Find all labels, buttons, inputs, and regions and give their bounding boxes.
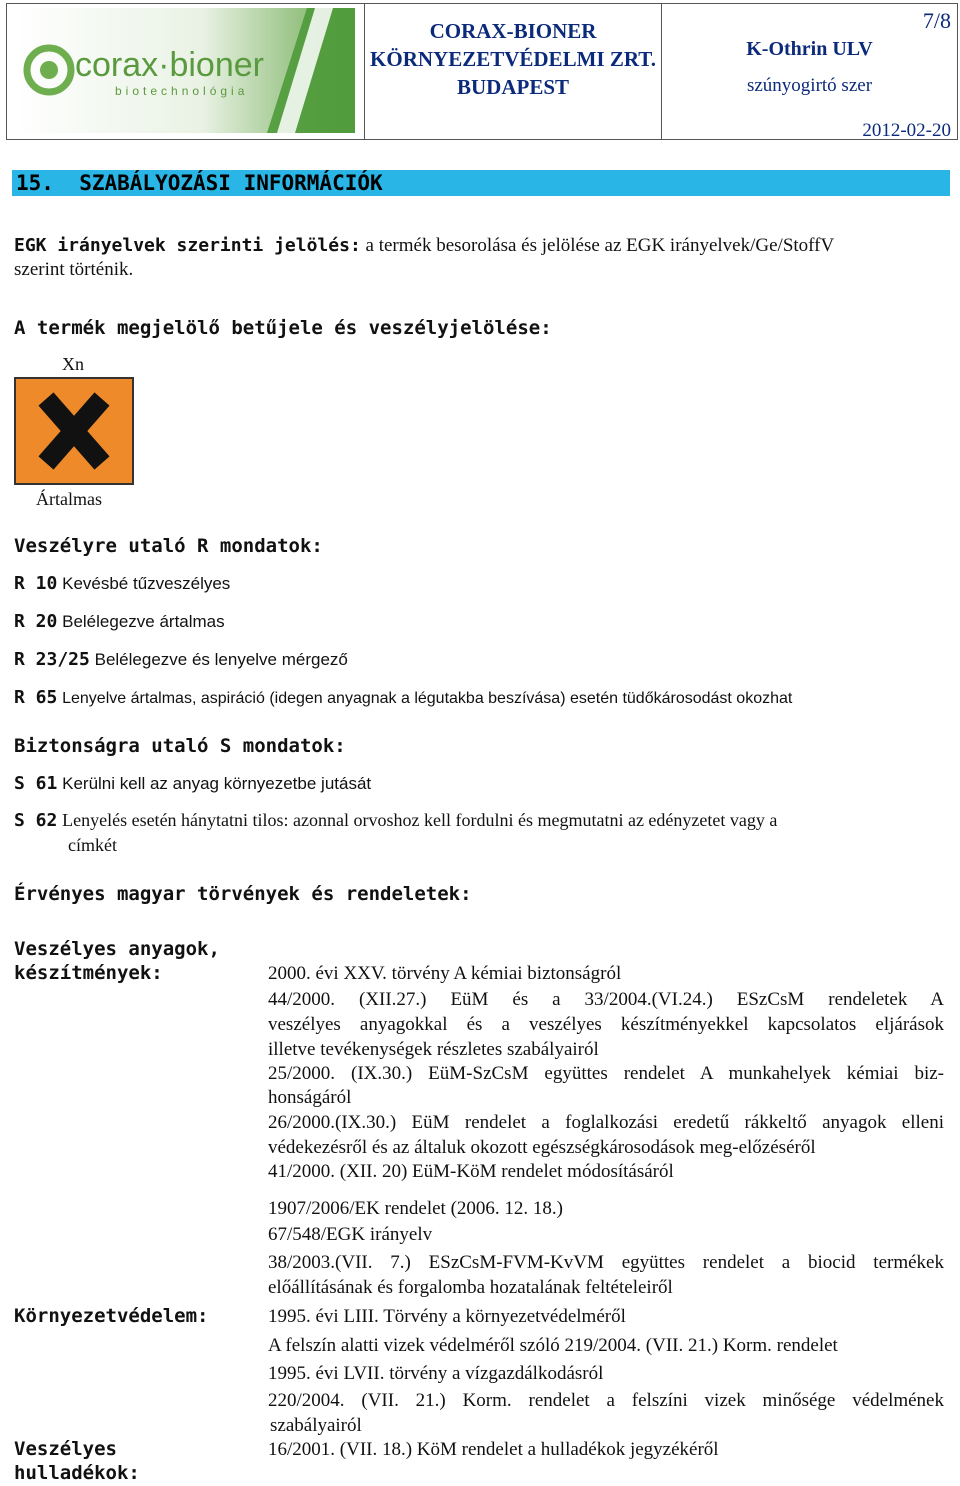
logo-brand: corax·bioner — [75, 46, 264, 84]
harmful-cross-icon — [16, 379, 132, 483]
s-phrase-code: S 61 — [14, 773, 58, 794]
r-phrase-code: R 20 — [14, 611, 58, 632]
waste-label: Veszélyes — [14, 1438, 117, 1460]
product-subtitle: szúnyogirtó szer — [746, 75, 873, 96]
company-cell — [365, 4, 662, 139]
logo-tagline: biotechnológia — [115, 84, 249, 98]
law-line: védekezésről és az általuk okozott egészségkárosodások meg-előzéséről — [268, 1137, 816, 1158]
s-phrase — [14, 771, 371, 796]
r-phrase — [14, 609, 225, 634]
hazard-symbol — [14, 377, 134, 485]
marking-heading: A termék megjelölő betűjele és veszélyjelölése: — [14, 317, 552, 339]
r-phrase — [14, 685, 792, 711]
r-phrase-code: R 65 — [14, 687, 58, 708]
r-phrase — [14, 571, 230, 596]
law-line: 1995. évi LIII. Törvény a környezetvédelméről — [268, 1306, 626, 1327]
document-date: 2012-02-20 — [862, 120, 951, 141]
product-cell — [662, 4, 957, 139]
section-bar — [12, 170, 950, 196]
s-phrase-text-line2: címkét — [68, 835, 117, 855]
logo-cell — [7, 4, 365, 139]
law-line: előállításának és forgalomba hozatalának feltételeiről — [268, 1277, 673, 1298]
r-phrase-text: Belélegezve és lenyelve mérgező — [94, 650, 348, 669]
s-phrase — [14, 808, 777, 833]
law-line: 44/2000. (XII.27.) EüM és a 33/2004.(VI.24.) ESzCsM rendeletek A — [268, 989, 944, 1010]
law-line: honságáról — [268, 1087, 352, 1108]
symbol-code: Xn — [62, 354, 84, 374]
r-phrase-text: Belélegezve ártalmas — [62, 612, 225, 631]
law-line: illetve tevékenységek részletes szabályairól — [268, 1039, 599, 1060]
product-name: K-Othrin ULV — [746, 38, 873, 60]
law-line: 41/2000. (XII. 20) EüM-KöM rendelet módosításáról — [268, 1161, 674, 1182]
environment-label: Környezetvédelem: — [14, 1305, 209, 1327]
law-line: 16/2001. (VII. 18.) KöM rendelet a hulladékok jegyzékéről — [268, 1439, 719, 1460]
symbol-label: Ártalmas — [36, 489, 102, 509]
law-line: 220/2004. (VII. 21.) Korm. rendelet a felszíni vizek minősége védelmének — [268, 1390, 944, 1411]
page-number: 7/8 — [922, 8, 951, 33]
company-type: KÖRNYEZETVÉDELMI ZRT. — [370, 47, 656, 71]
s-phrase-text: Kerülni kell az anyag környezetbe jutását — [62, 774, 372, 793]
hazardous-label-line2: készítmények: — [14, 962, 163, 984]
s-phrase-text: Lenyelés esetén hánytatni tilos: azonnal orvoshoz kell fordulni és megmutatni az edényzetet vagy a — [62, 810, 778, 830]
r-phrase-text: Lenyelve ártalmas, aspiráció (idegen anyagnak a légutakba beszívása) esetén tüdőkárosodást okozhat — [62, 690, 793, 707]
r-phrase-code: R 10 — [14, 573, 58, 594]
hazardous-label: Veszélyes anyagok, — [14, 938, 220, 960]
law-line: szabályairól — [270, 1415, 362, 1436]
laws-heading: Érvényes magyar törvények és rendeletek: — [14, 883, 472, 905]
law-line: A felszín alatti vizek védelméről szóló 219/2004. (VII. 21.) Korm. rendelet — [268, 1335, 838, 1356]
waste-label-line2: hulladékok: — [14, 1462, 140, 1484]
s-phrases-heading: Biztonságra utaló S mondatok: — [14, 735, 346, 757]
law-line: 67/548/EGK irányelv — [268, 1224, 433, 1245]
r-phrase — [14, 647, 348, 672]
company-city: BUDAPEST — [456, 75, 570, 99]
egk-paragraph — [14, 233, 954, 258]
law-line: veszélyes anyagokkal és a veszélyes készítményekkel kapcsolatos eljárások — [268, 1014, 944, 1035]
egk-text-line2: szerint történik. — [14, 259, 134, 280]
law-line: 25/2000. (IX.30.) EüM-SzCsM együttes rendelet A munkahelyek kémiai biz- — [268, 1063, 944, 1084]
law-line: 26/2000.(IX.30.) EüM rendelet a foglalkozási eredetű rákkeltő anyagok elleni — [268, 1112, 944, 1133]
egk-label: EGK irányelvek szerinti jelölés: — [14, 235, 361, 256]
law-line: 1907/2006/EK rendelet (2006. 12. 18.) — [268, 1198, 563, 1219]
egk-text: a termék besorolása és jelölése az EGK irányelvek/Ge/StoffV — [360, 235, 835, 256]
r-phrase-text: Kevésbé tűzveszélyes — [62, 574, 231, 593]
law-line: 38/2003.(VII. 7.) ESzCsM-FVM-KvVM együttes rendelet a biocid termékek — [268, 1252, 944, 1273]
company-name: CORAX-BIONER — [429, 19, 597, 43]
s-phrase-code: S 62 — [14, 810, 58, 831]
r-phrase-code: R 23/25 — [14, 649, 90, 670]
section-title: 15. SZABÁLYOZÁSI INFORMÁCIÓK — [16, 171, 383, 195]
r-phrases-heading: Veszélyre utaló R mondatok: — [14, 535, 323, 557]
law-line: 2000. évi XXV. törvény A kémiai biztonságról — [268, 963, 622, 984]
document-header — [6, 3, 958, 140]
law-line: 1995. évi LVII. törvény a vízgazdálkodásról — [268, 1363, 604, 1384]
